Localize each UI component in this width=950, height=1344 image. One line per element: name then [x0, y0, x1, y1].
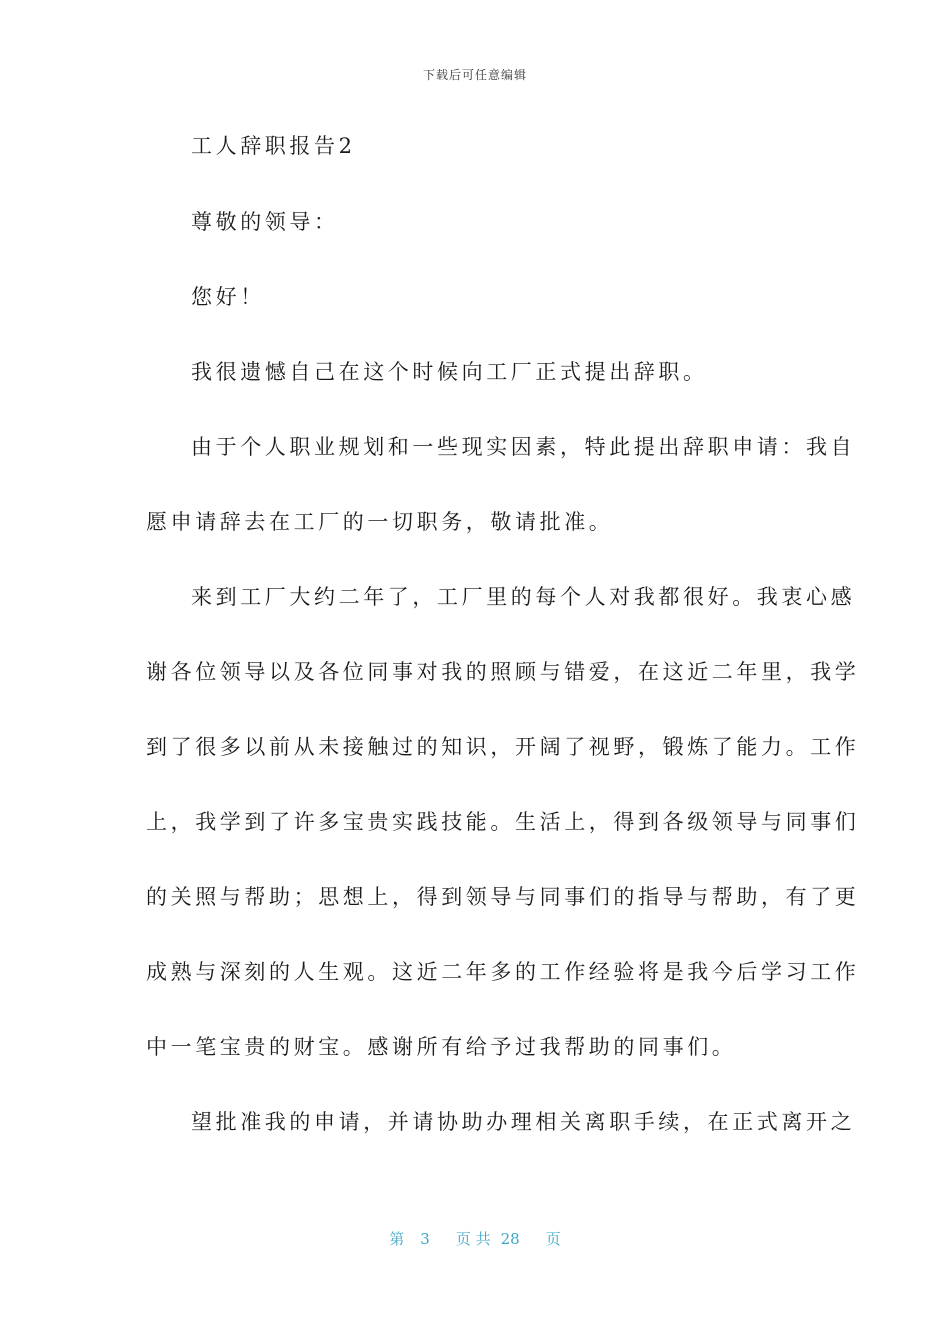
paragraph-line: 由于个人职业规划和一些现实因素，特此提出辞职申请：我自 [191, 435, 856, 459]
paragraph-line: 望批准我的申请，并请协助办理相关离职手续，在正式离开之 [191, 1110, 856, 1134]
paragraph-line: 我很遗憾自己在这个时候向工厂正式提出辞职。 [191, 360, 708, 384]
paragraph-line: 愿申请辞去在工厂的一切职务，敬请批准。 [146, 510, 614, 534]
paragraph-line: 的关照与帮助；思想上，得到领导与同事们的指导与帮助，有了更 [146, 885, 860, 909]
footer-middle: 页 共 [455, 1230, 491, 1248]
total-pages-number: 28 [500, 1230, 520, 1248]
salutation: 尊敬的领导： [191, 210, 339, 234]
footer-suffix: 页 [545, 1230, 561, 1248]
paragraph-line: 来到工厂大约二年了，工厂里的每个人对我都很好。我衷心感 [191, 585, 856, 609]
document-title: 工人辞职报告2 [191, 134, 356, 158]
paragraph-line: 成熟与深刻的人生观。这近二年多的工作经验将是我今后学习工作 [146, 960, 860, 984]
greeting: 您好！ [191, 285, 265, 309]
paragraph-line: 到了很多以前从未接触过的知识，开阔了视野，锻炼了能力。工作 [146, 735, 860, 759]
paragraph-line: 上，我学到了许多宝贵实践技能。生活上，得到各级领导与同事们 [146, 810, 860, 834]
paragraph-line: 谢各位领导以及各位同事对我的照顾与错爱，在这近二年里，我学 [146, 660, 860, 684]
header-note: 下载后可任意编辑 [422, 68, 527, 82]
paragraph-line: 中一笔宝贵的财宝。感谢所有给予过我帮助的同事们。 [146, 1035, 737, 1059]
footer-prefix: 第 [389, 1230, 405, 1248]
current-page-number: 3 [420, 1230, 430, 1248]
page-footer [0, 1228, 950, 1249]
